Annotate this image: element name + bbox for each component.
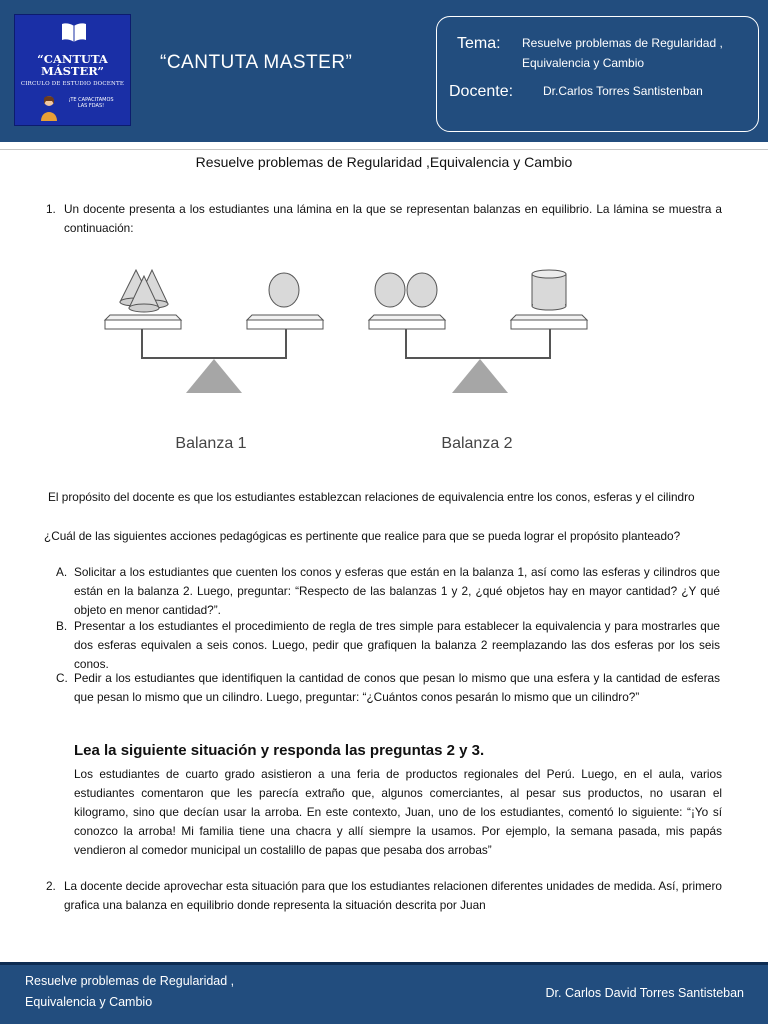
course-info-box <box>436 16 759 132</box>
question-prompt: ¿Cuál de las siguientes acciones pedagógicas es pertinente que realice para que se pueda lograr el propósito planteado? <box>44 529 681 543</box>
header-divider <box>0 149 768 150</box>
question-2 <box>46 877 722 915</box>
footer-author: Dr. Carlos David Torres Santisteban <box>545 986 744 1000</box>
page-header <box>0 0 768 142</box>
option-letter: C. <box>56 671 68 685</box>
page-footer <box>0 962 768 1024</box>
situation-text: Los estudiantes de cuarto grado asistieron a una feria de productos regionales del Perú. Luego, en el aula, varios estudiantes comentaron que les parecía extraño que, algunos comerciantes, al pesar sus productos, no usaran el kilogramo, sino que decían usar la arroba. En este contexto, Juan, uno de los estudiantes, comentó lo siguiente: “¡Yo sí conozco la arroba! Mi familia tiene una chacra y allí siempre la usamos. Por ejemplo, la semana pasada, mis papás vendieron al comedor municipal un costalillo de papas que pesaba dos arrobas” <box>74 767 722 857</box>
situation-title: Lea la siguiente situación y responda las preguntas 2 y 3. <box>74 742 485 759</box>
logo-subtitle: CIRCULO DE ESTUDIO DOCENTE <box>20 81 125 87</box>
person-illustration <box>39 95 59 121</box>
open-book-icon <box>61 21 87 43</box>
question-text: Un docente presenta a los estudiantes una lámina en la que se representan balanzas en equilibrio. La lámina se muestra a continuación: <box>64 202 722 235</box>
balanza-1-label: Balanza 1 <box>175 435 247 452</box>
cylinder-icon <box>532 270 566 310</box>
cantuta-master-logo <box>14 14 131 126</box>
footer-topic: Resuelve problemas de Regularidad , Equivalencia y Cambio <box>25 974 235 1009</box>
sphere-icon <box>375 273 405 307</box>
fulcrum-icon <box>186 359 242 393</box>
option-b <box>56 617 720 674</box>
sphere-icon <box>407 273 437 307</box>
document-title: Resuelve problemas de Regularidad ,Equivalencia y Cambio <box>195 154 573 170</box>
option-text: Solicitar a los estudiantes que cuenten los conos y esferas que están en la balanza 1, así como las esferas y cilindros que están en la balanza 2. Luego, preguntar: “Respecto de las balanzas 1 y 2, ¿qué objetos hay en mayor cantidad? ¿Y qué objeto en menor cantidad?”. <box>74 565 720 617</box>
option-letter: B. <box>56 619 68 633</box>
fulcrum-icon <box>452 359 508 393</box>
tema-label: Tema: <box>457 35 501 52</box>
option-c <box>56 669 720 707</box>
option-letter: A. <box>56 565 68 579</box>
question-number: 2. <box>46 879 56 893</box>
option-text: Pedir a los estudiantes que identifiquen la cantidad de conos que pesan lo mismo que una esfera y la cantidad de esferas que pesan lo mismo que un cilindro. Luego, preguntar: “¿Cuántos conos pesarán lo mismo que un cilindro?” <box>74 671 720 704</box>
option-text: Presentar a los estudiantes el procedimiento de regla de tres simple para establecer la equivalencia y para mostrarles que dos esferas equivalen a seis conos. Luego, pedir que grafiquen la balanza 2 reemplazando las dos esferas por los seis conos. <box>74 619 720 671</box>
docente-label: Docente: <box>449 83 514 100</box>
question-text: La docente decide aprovechar esta situación para que los estudiantes relacionen diferentes unidades de medida. Así, primero grafica una balanza en equilibrio donde representa la situación descrita por Juan <box>64 879 722 912</box>
logo-tagline: ¡TE CAPACITAMOS LAS FDAS! <box>68 97 114 109</box>
purpose-paragraph: El propósito del docente es que los estudiantes establezcan relaciones de equivalencia entre los conos, esferas y el cilindro <box>48 490 695 504</box>
balance-2 <box>369 270 587 452</box>
balances-illustration <box>96 260 596 460</box>
logo-title: “CANTUTA MÁSTER” <box>37 52 108 78</box>
balance-1 <box>105 270 323 452</box>
docente-value: Dr.Carlos Torres Santistenban <box>543 84 703 98</box>
balanza-2-label: Balanza 2 <box>441 435 513 452</box>
option-a <box>56 563 720 620</box>
question-number: 1. <box>46 202 56 216</box>
question-1 <box>46 200 722 238</box>
tema-value: Resuelve problemas de Regularidad , Equivalencia y Cambio <box>522 36 723 70</box>
header-title: “CANTUTA MASTER” <box>160 52 353 73</box>
sphere-icon <box>269 273 299 307</box>
